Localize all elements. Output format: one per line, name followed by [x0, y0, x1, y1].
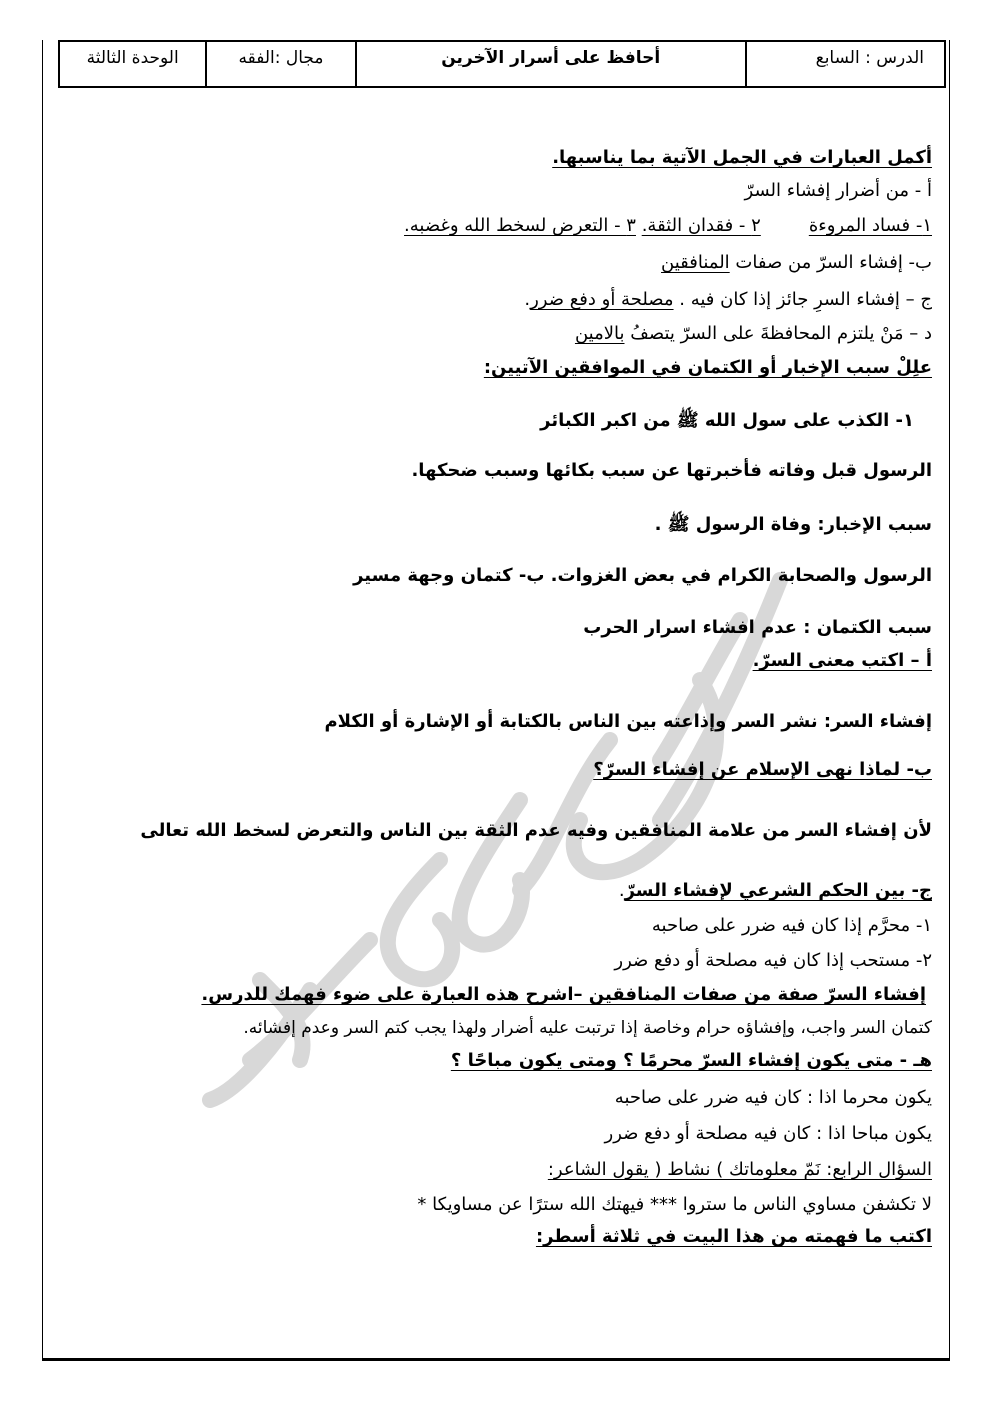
question-4-title: السؤال الرابع: نَمّ معلوماتك ) نشاط ( يقول الشاعر: [547, 1159, 932, 1180]
question-d-title: إفشاء السرّ صفة من صفات المنافقين –اشرح هذه العبارة على ضوء فهمك للدرس. [201, 984, 926, 1005]
question-c-title [619, 878, 932, 904]
question-a-title: أ – اكتب معنى السرّ. [752, 650, 932, 671]
question-e-title: هـ - متى يكون إفشاء السرّ محرمًا ؟ ومتى يكون مباحًا ؟ [450, 1050, 932, 1071]
case-1-reason: سبب الإخبار: وفاة الرسول ﷺ . [654, 514, 932, 535]
question-complete-title: أكمل العبارات في الجمل الآتية بما يناسبها. [552, 147, 932, 168]
poem-verse: لا تكشفن مساوي الناس ما ستروا *** فيهتك الله سترًا عن مساويكا * [417, 1194, 932, 1215]
answer-d-prefix: د – مَنْ يلتزم المحافظةَ على السرّ يتصفُ [624, 323, 932, 344]
header-lesson: الدرس : السابع [745, 42, 944, 86]
question-e-answer-1: يكون محرما اذا : كان فيه ضرر على صاحبه [614, 1087, 932, 1108]
lesson-header-table [58, 40, 946, 88]
answer-d-fill: بالامين [574, 323, 625, 344]
question-b-answer: لأن إفشاء السر من علامة المنافقين وفيه عدم الثقة بين الناس والتعرض لسخط الله تعالى [140, 820, 932, 841]
case-1: ١- الكذب على سول الله ﷺ من اكبر الكبائر [540, 410, 914, 431]
question-c-end: . [618, 880, 625, 901]
ruling-1: ١- محرَّم إذا كان فيه ضرر على صاحبه [651, 915, 932, 936]
harms-list [404, 213, 932, 239]
answer-d [575, 321, 932, 347]
question-a-answer: إفشاء السر: نشر السر وإذاعته بين الناس بالكتابة أو الإشارة أو الكلام [324, 711, 932, 732]
question-4-task: اكتب ما فهمته من هذا البيت في ثلاثة أسطر: [535, 1226, 932, 1247]
harm-2: ٢ - فقدان الثقة. [641, 215, 761, 236]
case-2-detail: الرسول والصحابة الكرام في بعض الغزوات. ب- كتمان وجهة مسير [353, 565, 932, 586]
question-b-title: ب- لماذا نهى الإسلام عن إفشاء السرّ؟ [593, 759, 932, 780]
case-2-reason: سبب الكتمان : عدم افشاء اسرار الحرب [583, 617, 932, 638]
question-c-title-text: ج- بين الحكم الشرعي لإفشاء السرّ [624, 880, 932, 901]
answer-b-prefix: ب- إفشاء السرّ من صفات [729, 252, 932, 273]
case-1-detail: الرسول قبل وفاته فأخبرتها عن سبب بكائها وسبب ضحكها. [411, 460, 932, 481]
page-frame-bottom [42, 1358, 950, 1361]
header-field: مجال :الفقه [205, 42, 354, 86]
answer-c [524, 287, 932, 313]
question-d-answer: كتمان السر واجب، وإفشاؤه حرام وخاصة إذا ترتبت عليه أضرار ولهذا يجب كتم السر وعدم إفشائه. [243, 1018, 932, 1038]
question-explain-title: علِلْ سبب الإخبار أو الكتمان في الموافقين الآتيين: [483, 357, 932, 378]
header-unit: الوحدة الثالثة [86, 48, 179, 68]
answer-c-fill: مصلحة أو دفع ضرر [530, 289, 674, 310]
answer-b-fill: المنافقين [661, 252, 730, 273]
answer-b [661, 250, 932, 276]
harms-intro: أ - من أضرار إفشاء السرّ [744, 180, 932, 201]
question-e-answer-2: يكون مباحا اذا : كان فيه مصلحة أو دفع ضرر [604, 1123, 932, 1144]
header-title: أحافظ على أسرار الآخرين [355, 42, 745, 86]
harm-1: ١- فساد المروءة [808, 215, 932, 236]
harm-3: ٣ - التعرض لسخط الله وغضبه. [404, 215, 636, 236]
answer-c-end: . [524, 289, 531, 310]
ruling-2: ٢- مستحب إذا كان فيه مصلحة أو دفع ضرر [614, 950, 932, 971]
answer-c-prefix: ج – إفشاء السرِ جائز إذا كان فيه . [673, 289, 932, 310]
